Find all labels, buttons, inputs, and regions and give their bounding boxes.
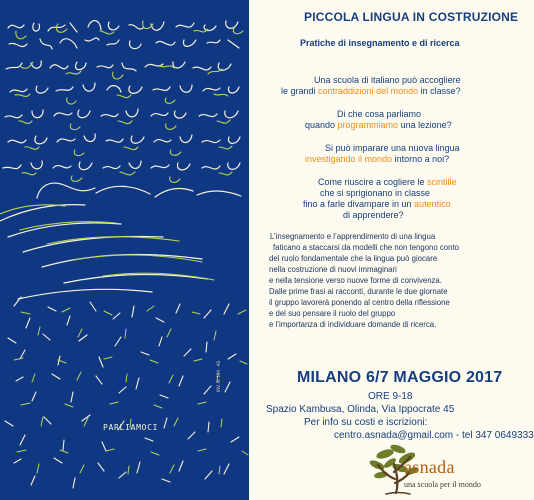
question-1-highlight: contraddizioni del mondo	[318, 86, 419, 96]
doodle-rows-white	[0, 21, 241, 299]
question-2-line-1: Di che cosa parliamo	[337, 109, 422, 119]
paragraph-line-2: faticano a staccarsi da modelli che non tengono conto	[273, 243, 459, 252]
question-4-third-highlight: autentico	[414, 199, 451, 209]
question-4-highlight: scintille	[427, 177, 457, 187]
paragraph-line-1: L’insegnamento e l’apprendimento di una lingua	[270, 232, 436, 241]
asnada-tagline: una scuola per il mondo	[404, 480, 481, 489]
event-subtitle: Pratiche di insegnamento e di ricerca	[300, 38, 460, 48]
event-time: ORE 9-18	[368, 391, 413, 402]
question-4-line-3	[303, 199, 451, 210]
artwork-panel	[0, 0, 249, 500]
paragraph-line-4: nella costruzione di nuovi immaginari	[269, 265, 397, 274]
question-4-line-2: che si sprigionano in classe	[320, 188, 431, 198]
artwork-caption: PARLIAMOCI	[103, 423, 159, 432]
question-2-suffix: una lezione?	[398, 120, 452, 130]
question-1-prefix: le grandi	[281, 86, 319, 96]
event-text-panel	[249, 0, 534, 500]
question-1-suffix: in classe?	[418, 86, 461, 96]
paragraph-line-6: Dalle prime frasi ai racconti, durante le due giornate	[269, 287, 448, 296]
registration-info: Per info su costi e iscrizioni:	[304, 417, 428, 428]
question-4-prefix: Come riuscire a cogliere le	[318, 177, 428, 187]
asnada-logo-text: asnada	[404, 457, 455, 477]
question-1-line-1: Una scuola di italiano può accogliere	[314, 75, 461, 85]
paragraph-line-7: il gruppo lavorerà ponendo al centro della riflessione	[269, 298, 450, 307]
question-4-third-prefix: fino a farle divampare in un	[303, 199, 415, 209]
contact-info: centro.asnada@gmail.com - tel 347 0649333	[334, 430, 534, 441]
paragraph-line-8: e del suo pensare il ruolo del gruppo	[269, 309, 396, 318]
artwork-side-credit: INV. N. 190 · AS-	[216, 359, 221, 392]
question-3-line-2	[305, 154, 449, 165]
paragraph-line-3: del ruolo fondamentale che la lingua può giocare	[269, 254, 438, 263]
doodle-rows-green	[0, 21, 243, 280]
paragraph-line-5: e nella tensione verso nuove forme di convivenza.	[269, 276, 442, 285]
scattered-white-strokes	[5, 297, 239, 488]
question-1-line-2	[281, 86, 461, 97]
scattered-green-strokes	[14, 306, 248, 474]
question-2-highlight: programmiamo	[337, 120, 399, 130]
event-date: MILANO 6/7 MAGGIO 2017	[297, 369, 503, 386]
question-2-prefix: quando	[305, 120, 338, 130]
question-4-line-4: di apprendere?	[343, 210, 404, 220]
paragraph-line-9: e l’importanza di individuare domande di ricerca.	[269, 320, 437, 329]
question-2-line-2	[305, 120, 452, 131]
question-3-suffix: intorno a noi?	[392, 154, 450, 164]
question-3-highlight: investigando il mondo	[305, 154, 393, 164]
event-venue: Spazio Kambusa, Olinda, Via Ippocrate 45	[266, 404, 455, 415]
question-4-line-1	[318, 177, 457, 188]
event-title: PICCOLA LINGUA IN COSTRUZIONE	[304, 10, 519, 24]
question-3-line-1: Si può imparare una nuova lingua	[325, 143, 460, 153]
